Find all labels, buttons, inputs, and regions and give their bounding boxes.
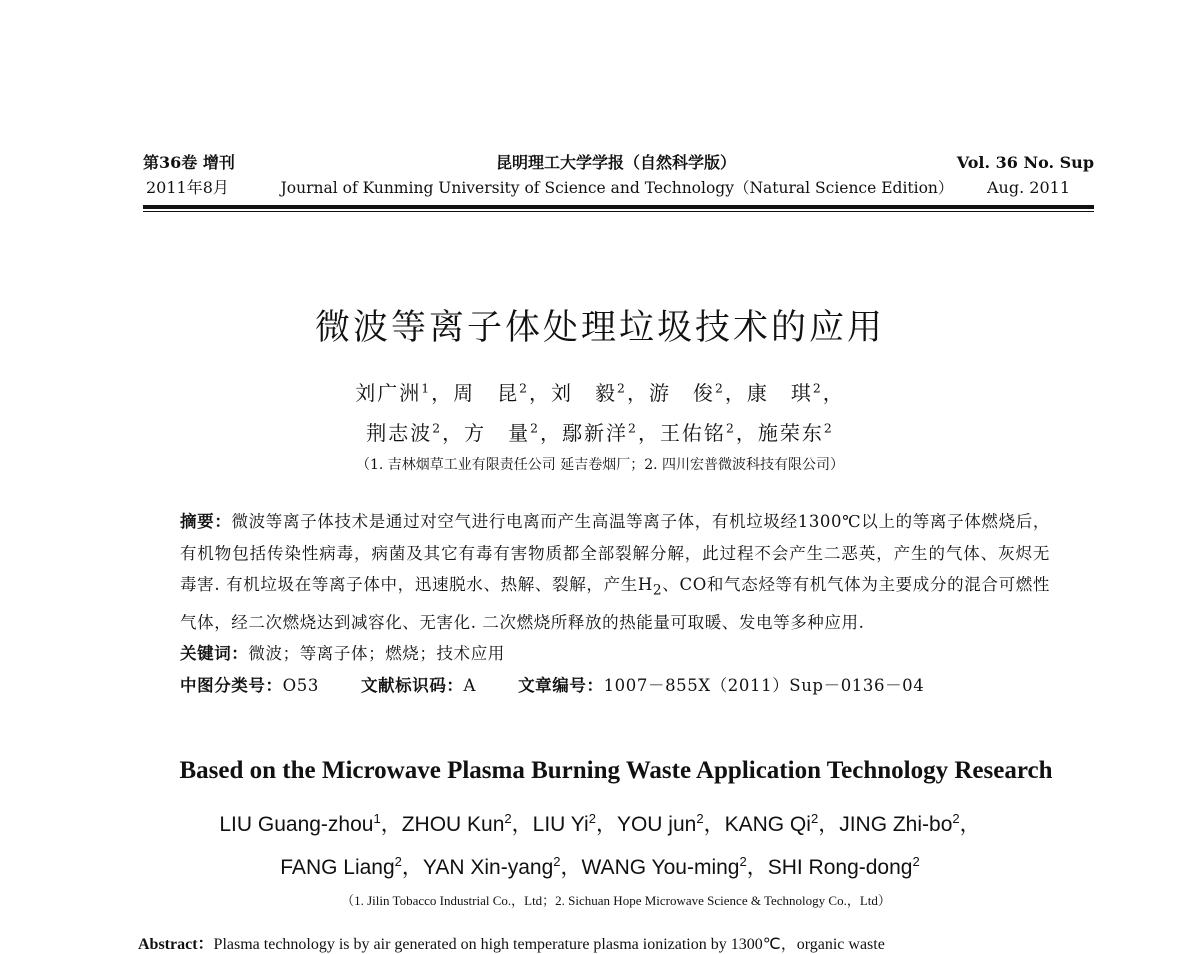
author-en: JING Zhi-bo (839, 813, 953, 836)
abstract-cn-text: 微波等离子体技术是通过对空气进行电离而产生高温等离子体，有机垃圾经1300℃以上的等离子体燃烧后，有机物包括传染性病毒，病菌及其它有毒有害物质都全部裂解分解，此过程不会产生二恶英，产生的气体、灰烬无毒害. 有机垃圾在等离子体中，迅速脱水、热解、裂解，产生H (180, 512, 1050, 594)
abstract-cn-label: 摘要： (180, 512, 232, 531)
header-rule-thick (143, 205, 1094, 209)
author-cn: 周 昆 (453, 381, 520, 405)
abstract-cn (180, 506, 1050, 638)
header-journal-title-cn: 昆明理工大学学报（自然科学版） (495, 153, 736, 172)
author-cn: 游 俊 (648, 381, 715, 405)
author-affil-mark: 2 (810, 811, 819, 826)
author-cn: 王佑铭 (659, 421, 726, 445)
authors-en-line-1: LIU Guang-zhou$^1$，ZHOU Kun$^2$，LIU Yi$^2$，YOU jun$^2$，KANG Qi$^2$，JING Zhi-$bo^2$， (219, 811, 981, 836)
keywords-cn-label: 关键词： (180, 644, 249, 664)
abstract-cn-block (180, 506, 1050, 701)
author-affil-mark: 2 (504, 811, 512, 826)
doc-code-label: 文献标识码： (360, 675, 464, 695)
authors-cn-line-2: 荆志波$^2$，方 量$^2$，鄢新洋$^2$，王佑铭$^2$，施荣东$^2$ (366, 420, 834, 445)
clc-label: 中图分类号： (180, 675, 283, 695)
author-en: ZHOU Kun (401, 813, 505, 836)
author-affil-mark: 2 (714, 380, 725, 396)
author-cn: 施荣东 (757, 421, 824, 445)
author-affil-mark: 2 (519, 380, 530, 396)
author-cn: 康 琪 (746, 381, 813, 405)
author-en: LIU Yi (532, 813, 589, 836)
author-affil-mark: 2 (394, 854, 402, 869)
abstract-cn-subscript: 2 (652, 582, 663, 599)
header-volume-issue: 第36卷 增刊 (143, 153, 235, 172)
header-rule-thin (143, 211, 1094, 212)
article-number-label: 文章编号： (518, 675, 604, 695)
author-en: FANG Liang (280, 856, 395, 879)
author-en: KANG Qi (724, 813, 811, 836)
abstract-en-label: Abstract： (138, 936, 214, 953)
author-affil-mark: 2 (912, 854, 920, 869)
abstract-cn-text-cont: 、CO和气态烃等有机气体为主要成分的混合可燃性气体，经二次燃烧达到减容化、无害化. 二次燃烧所释放的热能量可取暖、发电等多种应用. (180, 575, 1051, 632)
author-affil-mark: 2 (588, 811, 596, 826)
author-affil-mark: 2 (553, 854, 561, 869)
author-cn: 刘 毅 (551, 381, 618, 405)
author-cn: 鄢新洋 (562, 421, 629, 445)
paper-title-en: Based on the Microwave Plasma Burning Waste Application Technology Research (179, 757, 1053, 784)
keywords-cn-text: 微波；等离子体；燃烧；技术应用 (248, 644, 505, 664)
author-en: SHI Rong-dong (767, 856, 913, 879)
header-journal-title-en: Journal of Kunming University of Science and Technology（Natural Science Edition） (280, 179, 954, 197)
author-affil-mark: 1 (421, 380, 432, 396)
authors-en-line-2: FANG Liang$^2$，YAN Xin-yang$^2$，WANG You-ming$^2$，SHI Rong-dong$^2$ (280, 854, 920, 879)
keywords-cn (180, 638, 1050, 670)
author-affil-mark: 2 (432, 420, 443, 436)
abstract-en (138, 931, 1098, 954)
author-affil-mark: 1 (373, 811, 381, 826)
author-cn: 方 量 (464, 421, 531, 445)
classification-line (180, 670, 1050, 702)
affiliation-en: （1. Jilin Tobacco Industrial Co.，Ltd；2. Sichuan Hope Microwave Science & Technology Co.，Ltd） (341, 893, 891, 908)
authors-cn-line-1: 刘广洲$^1$，周 昆$^2$，刘 毅$^2$，游 俊$^2$，康 琪$^2$， (355, 380, 845, 405)
author-cn: 刘广洲 (355, 381, 422, 405)
header-date: 2011年8月 (146, 178, 229, 197)
clc-value: O53 (282, 675, 319, 695)
author-affil-mark: 2 (617, 380, 627, 396)
author-affil-mark: 2 (696, 811, 704, 826)
abstract-en-text: Plasma technology is by air generated on high temperature plasma ionization by 1300℃，organic waste (213, 936, 885, 953)
affiliation-cn: （1. 吉林烟草工业有限责任公司 延吉卷烟厂；2. 四川宏普微波科技有限公司） (355, 457, 845, 473)
article-number-value: 1007－855X（2011）Sup－0136－04 (603, 675, 925, 695)
author-en: YAN Xin-yang (422, 856, 554, 879)
header-volume-number: Vol. 36 No. Sup (956, 153, 1094, 172)
author-en: YOU jun (616, 813, 697, 836)
author-en: WANG You-ming (581, 856, 740, 879)
author-affil-mark: 2 (628, 420, 638, 436)
author-affil-mark: 2 (530, 420, 541, 436)
author-affil-mark: 2 (739, 854, 747, 869)
doc-code-value: A (463, 675, 477, 695)
author-affil-mark: 2 (812, 380, 823, 396)
author-affil-mark: 2 (823, 420, 834, 436)
paper-title-cn: 微波等离子体处理垃圾技术的应用 (314, 308, 885, 348)
author-affil-mark: 2 (725, 420, 736, 436)
author-cn: 荆志波 (366, 421, 433, 445)
author-en: LIU Guang-zhou (219, 813, 374, 836)
header-issue-date: Aug. 2011 (987, 178, 1070, 197)
author-affil-mark: 2 (952, 811, 960, 826)
